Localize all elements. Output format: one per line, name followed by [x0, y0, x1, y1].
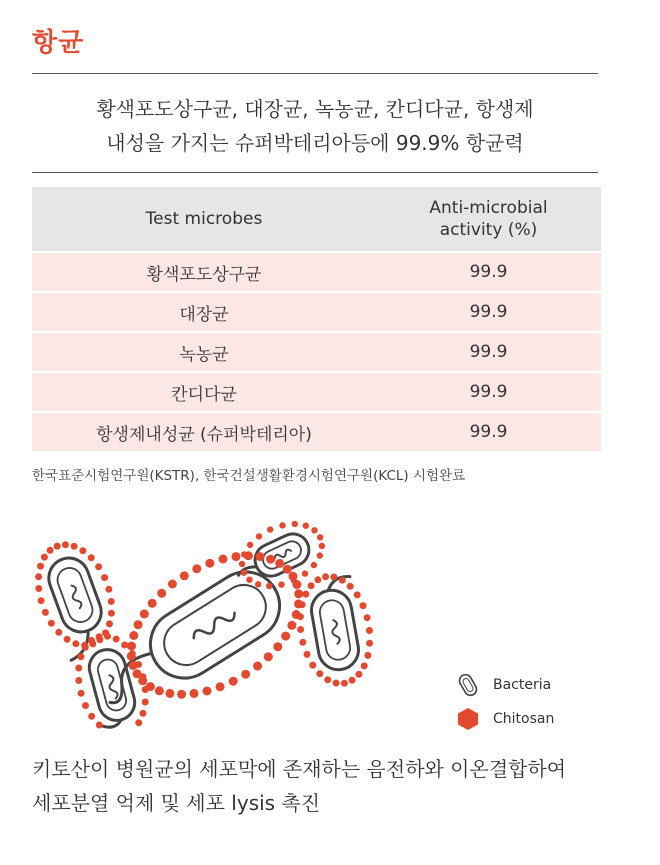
- chitosan-dot: [266, 555, 275, 564]
- chitosan-dot: [239, 561, 245, 567]
- chitosan-dot: [266, 583, 272, 589]
- chitosan-dot: [267, 526, 273, 532]
- chitosan-dot: [35, 585, 42, 592]
- headline-divider: [32, 172, 598, 173]
- chitosan-dot: [106, 620, 113, 627]
- chitosan-dot: [278, 581, 284, 587]
- value-cell: 99.9: [469, 262, 508, 282]
- chitosan-dot: [309, 662, 316, 669]
- small-bacterium: [306, 576, 365, 673]
- chitosan-dot: [299, 639, 306, 646]
- chitosan-dot: [319, 543, 325, 549]
- chitosan-dot: [192, 564, 201, 573]
- chitosan-dot: [256, 533, 262, 539]
- chitosan-dot: [253, 662, 262, 671]
- chitosan-dot: [142, 686, 149, 693]
- chitosan-dot: [302, 570, 308, 576]
- chitosan-dot: [134, 620, 143, 629]
- chitosan-dot: [283, 565, 292, 574]
- chitosan-dot: [241, 551, 247, 557]
- chitosan-dot: [62, 541, 69, 548]
- chitosan-dot: [54, 543, 61, 550]
- chitosan-dot: [287, 621, 296, 630]
- chitosan-dot: [108, 610, 115, 617]
- chitosan-dot: [349, 677, 356, 684]
- legend-chitosan: [455, 706, 554, 732]
- chitosan-dot: [324, 676, 331, 683]
- value-cell: 99.9: [469, 342, 508, 362]
- chitosan-dot: [281, 632, 290, 641]
- chitosan-dot: [232, 552, 241, 561]
- chitosan-dot: [72, 640, 79, 647]
- chitosan-dot: [190, 689, 199, 698]
- chitosan-dot: [148, 599, 157, 608]
- chitosan-dot: [88, 713, 95, 720]
- chitosan-dot: [297, 626, 304, 633]
- chitosan-dot: [82, 644, 89, 651]
- chitosan-dot: [229, 677, 238, 686]
- chitosan-dot: [140, 710, 147, 717]
- headline-line-2: 내성을 가지는 슈퍼박테리아등에 99.9% 항균력: [106, 131, 524, 155]
- chitosan-dot: [165, 689, 174, 698]
- chitosan-dot: [330, 574, 337, 581]
- chitosan-dot: [140, 609, 149, 618]
- chitosan-dot: [127, 642, 136, 651]
- chitosan-dot: [291, 577, 297, 583]
- chitosan-dot: [35, 573, 42, 580]
- chitosan-dot: [48, 620, 55, 627]
- chitosan-dot: [157, 589, 166, 598]
- chitosan-dot: [311, 562, 317, 568]
- hexagon-icon: [455, 706, 481, 732]
- headline-line-1: 황색포도상구균, 대장균, 녹농균, 칸디다균, 항생제: [96, 97, 534, 121]
- chitosan-dot: [275, 559, 284, 568]
- chitosan-dot: [366, 640, 373, 647]
- chitosan-dot: [364, 652, 371, 659]
- chitosan-dot: [38, 597, 45, 604]
- chitosan-dot: [219, 555, 228, 564]
- chitosan-dot: [246, 577, 252, 583]
- chitosan-dot: [177, 690, 186, 699]
- chitosan-dot: [255, 581, 261, 587]
- chitosan-dot: [347, 583, 354, 590]
- header-activity-line-2: activity (%): [439, 220, 538, 240]
- chitosan-dot: [78, 690, 85, 697]
- chitosan-dot: [42, 609, 49, 616]
- microbe-cell: 녹농균: [179, 344, 229, 365]
- table-row: [32, 331, 601, 371]
- microbe-cell: 항생제내성균 (슈퍼박테리아): [96, 424, 312, 445]
- value-cell: 99.9: [469, 302, 508, 322]
- value-cell: 99.9: [469, 382, 508, 402]
- chitosan-dot: [360, 602, 367, 609]
- legend-bacteria: [455, 672, 551, 698]
- mechanism-text: [32, 752, 566, 820]
- header-microbes: Test microbes: [145, 209, 263, 229]
- chitosan-dot: [82, 702, 89, 709]
- chitosan-dot: [78, 653, 85, 660]
- microbe-cell: 황색포도상구균: [146, 264, 262, 285]
- chitosan-dot: [108, 598, 115, 605]
- chitosan-dot: [322, 573, 329, 580]
- chitosan-dot: [135, 661, 142, 668]
- page-title: 항균: [32, 28, 85, 58]
- chitosan-dot: [341, 680, 348, 687]
- header-activity: [376, 197, 601, 241]
- chitosan-dot: [308, 582, 315, 589]
- chitosan-dot: [88, 637, 95, 644]
- chitosan-dot: [142, 699, 149, 706]
- chitosan-dot: [180, 571, 189, 580]
- header-activity-line-1: Anti-microbial: [429, 198, 548, 218]
- chitosan-dot: [79, 547, 86, 554]
- bacteria-icon: [455, 672, 481, 698]
- value-cell: 99.9: [469, 422, 508, 442]
- chitosan-dot: [37, 563, 44, 570]
- chitosan-dot: [139, 673, 146, 680]
- mechanism-line-2: 세포분열 억제 및 세포 lysis 촉진: [32, 791, 321, 815]
- legend-bacteria-label: Bacteria: [493, 677, 552, 693]
- chitosan-dot: [299, 601, 306, 608]
- legend-chitosan-label: Chitosan: [493, 711, 555, 727]
- chitosan-dot: [96, 633, 103, 640]
- bacteria-illustration: [0, 520, 440, 730]
- chitosan-dot: [302, 591, 309, 598]
- chitosan-dot: [314, 576, 321, 583]
- chitosan-dot: [317, 552, 323, 558]
- chitosan-dot: [317, 534, 323, 540]
- table-row: [32, 371, 601, 411]
- chitosan-dot: [88, 554, 95, 561]
- chitosan-dot: [121, 642, 128, 649]
- mechanism-line-1: 키토산이 병원균의 세포막에 존재하는 음전하와 이온결합하여: [32, 757, 567, 781]
- chitosan-dot: [71, 543, 78, 550]
- microbe-cell: 대장균: [179, 304, 229, 325]
- chitosan-dot: [339, 577, 346, 584]
- table-header: [32, 187, 601, 251]
- chitosan-dot: [273, 642, 282, 651]
- chitosan-dot: [241, 670, 250, 679]
- top-divider: [32, 73, 598, 74]
- chitosan-dot: [75, 665, 82, 672]
- microbe-cell: 칸디다균: [171, 384, 237, 405]
- chitosan-dot: [129, 650, 136, 657]
- chitosan-dot: [41, 554, 48, 561]
- chitosan-dot: [354, 591, 361, 598]
- chitosan-dot: [303, 523, 309, 529]
- chitosan-dot: [104, 633, 111, 640]
- results-table: [32, 187, 601, 451]
- chitosan-dot: [55, 629, 62, 636]
- chitosan-dot: [216, 682, 225, 691]
- chitosan-dot: [366, 627, 373, 634]
- chitosan-dot: [316, 670, 323, 677]
- chitosan-dot: [95, 563, 102, 570]
- table-row: [32, 411, 601, 451]
- chitosan-dot: [304, 651, 311, 658]
- chitosan-dot: [241, 570, 247, 576]
- chitosan-dot: [311, 527, 317, 533]
- chitosan-dot: [205, 559, 214, 568]
- chitosan-dot: [297, 613, 304, 620]
- chitosan-dot: [129, 631, 138, 640]
- chitosan-dot: [168, 580, 177, 589]
- chitosan-dot: [247, 542, 253, 548]
- headline: [32, 92, 598, 160]
- chitosan-dot: [294, 589, 303, 598]
- chitosan-dot: [155, 686, 164, 695]
- chitosan-dot: [364, 614, 371, 621]
- chitosan-dot: [333, 680, 340, 687]
- chitosan-dot: [96, 722, 103, 729]
- chitosan-dot: [256, 552, 265, 561]
- chitosan-dot: [64, 636, 71, 643]
- chitosan-dot: [135, 719, 142, 726]
- chitosan-dot: [355, 671, 362, 678]
- chitosan-dot: [47, 547, 54, 554]
- chitosan-dot: [361, 662, 368, 669]
- chitosan-dot: [101, 574, 108, 581]
- chitosan-dot: [203, 687, 212, 696]
- chitosan-dot: [113, 636, 120, 643]
- test-note: 한국표준시험연구원(KSTR), 한국건설생활환경시험연구원(KCL) 시험완료: [32, 468, 466, 484]
- chitosan-dot: [292, 521, 298, 527]
- chitosan-dot: [279, 522, 285, 528]
- chitosan-dot: [264, 652, 273, 661]
- table-row: [32, 291, 601, 331]
- chitosan-dot: [105, 586, 112, 593]
- table-row: [32, 251, 601, 291]
- chitosan-dot: [75, 677, 82, 684]
